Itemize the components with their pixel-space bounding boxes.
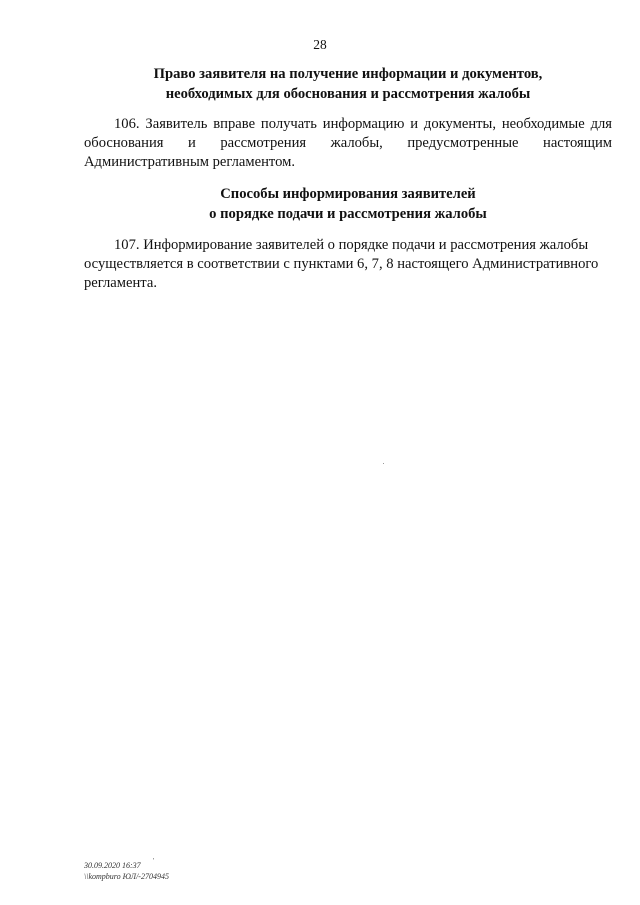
footer-mark: ' [153,857,155,865]
footer-timestamp: 30.09.2020 16:37 [84,861,141,870]
paragraph-107 [84,236,612,293]
scan-speck [383,463,384,464]
section-heading-informing-methods [84,184,612,224]
section-heading-complaint-info-rights [84,64,612,104]
heading-line: о порядке подачи и рассмотрения жалобы [209,206,487,222]
heading-line: Право заявителя на получение информации и документов, [153,66,543,82]
document-footer [84,860,169,882]
heading-line: необходимых для обоснования и рассмотрения жалобы [165,86,531,102]
page-number: 28 [313,37,327,52]
heading-line: Способы информирования заявителей [220,186,476,202]
paragraph-line: осуществляется в соответствии с пунктами 6, 7, 8 настоящего Административного [84,256,599,272]
footer-document-id: \\kompburo ЮЛ/-2704945 [84,872,169,881]
paragraph-line: регламента. [84,275,157,291]
paragraph-line: 107. Информирование заявителей о порядке подачи и рассмотрения жалобы [114,237,589,253]
paragraph-line: обоснования и рассмотрения жалобы, предусмотренные настоящим [84,135,612,151]
paragraph-line: Административным регламентом. [84,154,296,170]
paragraph-106 [84,115,612,172]
paragraph-line: 106. Заявитель вправе получать информацию и документы, необходимые для [114,116,612,132]
